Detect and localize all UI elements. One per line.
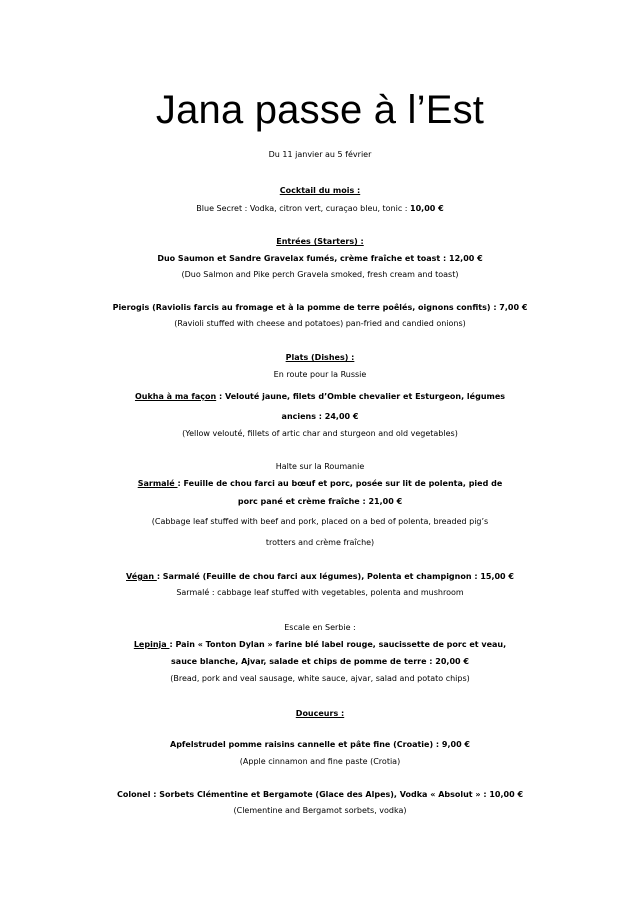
oukha-en: (Yellow velouté, fillets of artic char and sturgeon and old vegetables) xyxy=(182,429,458,438)
vegan-line xyxy=(0,572,640,581)
entree-2-en: (Ravioli stuffed with cheese and potatoes) pan-fried and candied onions) xyxy=(174,319,466,328)
sarmale-en-2: trotters and crème fraîche) xyxy=(265,538,375,547)
lepinja-line-1 xyxy=(0,640,640,649)
plats-heading: Plats (Dishes) : xyxy=(285,353,355,362)
cocktail-item xyxy=(0,204,640,213)
vegan-desc: : Sarmalé (Feuille de chou farci aux légumes), Polenta et champignon : 15,00 € xyxy=(156,572,514,581)
entrees-heading: Entrées (Starters) : xyxy=(276,237,364,246)
douceurs-heading: Douceurs : xyxy=(295,709,345,718)
lepinja-name: Lepinja xyxy=(133,640,170,649)
sarmale-desc-1: : Feuille de chou farci au bœuf et porc, posée sur lit de polenta, pied de xyxy=(177,479,503,488)
sarmale-line-2: porc pané et crème fraîche : 21,00 € xyxy=(237,497,403,506)
entree-1-fr: Duo Saumon et Sandre Gravelax fumés, crème fraîche et toast : 12,00 € xyxy=(157,254,483,263)
dessert-1-en: (Apple cinnamon and fine paste (Crotia) xyxy=(239,757,401,766)
menu-title: Jana passe à l’Est xyxy=(155,88,485,132)
oukha-desc-1: : Velouté jaune, filets d’Omble chevalier et Esturgeon, légumes xyxy=(216,392,506,401)
cocktail-price: 10,00 € xyxy=(410,204,444,213)
entree-2-fr: Pierogis (Raviolis farcis au fromage et à la pomme de terre poêlés, oignons confits) : 7,00 € xyxy=(112,303,528,312)
lepinja-en: (Bread, pork and veal sausage, white sauce, ajvar, salad and potato chips) xyxy=(170,674,470,683)
romania-intro: Halte sur la Roumanie xyxy=(275,462,365,471)
menu-dates: Du 11 janvier au 5 février xyxy=(268,150,372,159)
russia-intro: En route pour la Russie xyxy=(273,370,367,379)
dessert-2-fr: Colonel : Sorbets Clémentine et Bergamote (Glace des Alpes), Vodka « Absolut » : 10,00 € xyxy=(116,790,524,799)
dessert-1-fr: Apfelstrudel pomme raisins cannelle et pâte fine (Croatie) : 9,00 € xyxy=(170,740,470,749)
cocktail-desc: Blue Secret : Vodka, citron vert, curaçao bleu, tonic : xyxy=(196,204,411,213)
sarmale-name: Sarmalé xyxy=(137,479,178,488)
oukha-line-1 xyxy=(0,392,640,401)
dessert-2-en: (Clementine and Bergamot sorbets, vodka) xyxy=(233,806,407,815)
lepinja-line-2: sauce blanche, Ajvar, salade et chips de pomme de terre : 20,00 € xyxy=(171,657,469,666)
sarmale-line-1 xyxy=(0,479,640,488)
oukha-name: Oukha à ma façon xyxy=(134,392,217,401)
lepinja-desc-1: : Pain « Tonton Dylan » farine blé label rouge, saucissette de porc et veau, xyxy=(169,640,507,649)
entree-1-en: (Duo Salmon and Pike perch Gravela smoked, fresh cream and toast) xyxy=(181,270,459,279)
oukha-line-2: anciens : 24,00 € xyxy=(281,412,359,421)
sarmale-en-1: (Cabbage leaf stuffed with beef and pork, placed on a bed of polenta, breaded pig’s xyxy=(151,517,489,526)
vegan-en: Sarmalé : cabbage leaf stuffed with vegetables, polenta and mushroom xyxy=(176,588,464,597)
cocktail-heading: Cocktail du mois : xyxy=(279,186,361,195)
vegan-name: Végan xyxy=(126,572,157,581)
serbia-intro: Escale en Serbie : xyxy=(284,623,356,632)
